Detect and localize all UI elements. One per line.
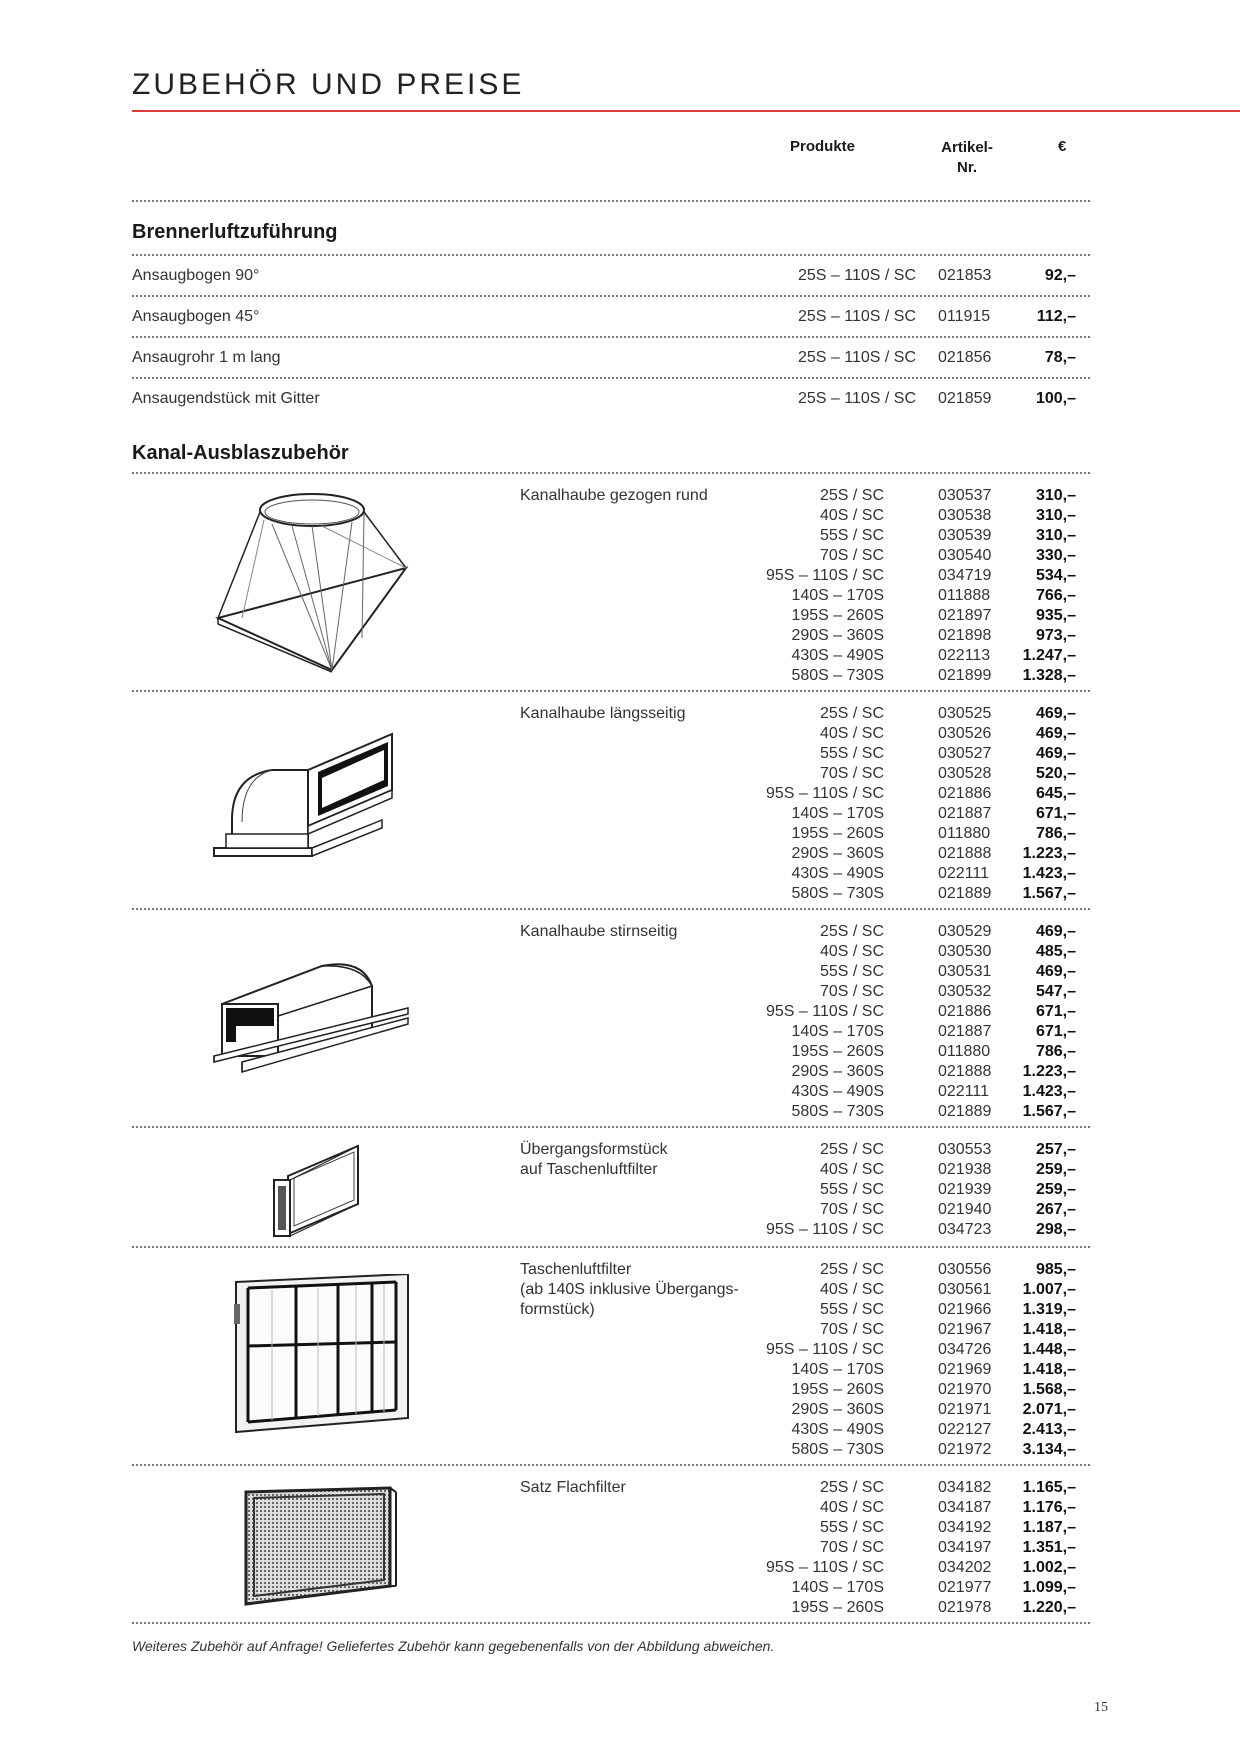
product-group-name: Kanalhaube längsseitig: [520, 705, 686, 722]
product-group-side-hood: [132, 692, 1090, 908]
table-row: [782, 1042, 1090, 1062]
article-number: 021856: [938, 349, 992, 366]
transition-piece-drawing-icon: [270, 1142, 370, 1240]
product-range: 195S – 260S: [791, 1381, 884, 1398]
price: 1.099,–: [1022, 1579, 1076, 1596]
table-row: [782, 626, 1090, 646]
price: 112,–: [1036, 308, 1076, 325]
price: 485,–: [1035, 943, 1076, 960]
product-range: 95S – 110S / SC: [766, 1003, 884, 1020]
article-number: 021886: [938, 1003, 992, 1020]
product-range: 70S / SC: [819, 983, 884, 1000]
product-rows: [766, 1140, 1090, 1240]
product-group-name: Satz Flachfilter: [520, 1479, 626, 1496]
product-group-flat-filter: [132, 1466, 1090, 1622]
price: 310,–: [1035, 527, 1076, 544]
price: 1.351,–: [1022, 1539, 1076, 1556]
price: 766,–: [1035, 587, 1076, 604]
page-title: ZUBEHÖR UND PREISE: [132, 68, 525, 101]
product-range: 580S – 730S: [791, 1103, 884, 1120]
table-row: [782, 1518, 1090, 1538]
price: 1.567,–: [1022, 1103, 1076, 1120]
table-row: [782, 1598, 1090, 1618]
table-row: [782, 1440, 1090, 1460]
article-number: 030531: [938, 963, 992, 980]
product-range: 290S – 360S: [791, 845, 884, 862]
table-row: [782, 744, 1090, 764]
article-number: 030525: [938, 705, 992, 722]
table-row: [782, 486, 1090, 506]
table-row: [782, 1082, 1090, 1102]
product-range: 95S – 110S / SC: [766, 1341, 884, 1358]
product-range: 95S – 110S / SC: [766, 1559, 884, 1576]
table-row: [132, 338, 1090, 377]
price: 985,–: [1035, 1261, 1076, 1278]
product-range: 70S / SC: [819, 1539, 884, 1556]
price: 534,–: [1035, 567, 1076, 584]
product-group-bag-filter: [132, 1248, 1090, 1464]
column-article-line1: Artikel-: [941, 139, 993, 156]
article-number: 034192: [938, 1519, 992, 1536]
price: 671,–: [1035, 1023, 1076, 1040]
front-duct-hood-drawing-icon: [212, 946, 412, 1076]
price: 469,–: [1035, 725, 1076, 742]
price: 1.187,–: [1022, 1519, 1076, 1536]
table-row: [782, 506, 1090, 526]
price: 1.165,–: [1022, 1479, 1076, 1496]
article-number: 030539: [938, 527, 992, 544]
product-range: 25S – 110S / SC: [798, 267, 916, 284]
article-number: 030553: [938, 1141, 992, 1158]
table-row: [782, 1200, 1090, 1220]
product-range: 140S – 170S: [791, 1023, 884, 1040]
article-number: 021966: [938, 1301, 992, 1318]
price: 547,–: [1035, 983, 1076, 1000]
article-number: 034202: [938, 1559, 992, 1576]
article-number: 030540: [938, 547, 992, 564]
product-range: 40S / SC: [819, 1281, 884, 1298]
round-duct-hood-drawing-icon: [212, 488, 412, 673]
product-range: 40S / SC: [819, 507, 884, 524]
product-range: 25S / SC: [819, 923, 884, 940]
price: 1.002,–: [1022, 1559, 1076, 1576]
article-number: 030538: [938, 507, 992, 524]
article-number: 021969: [938, 1361, 992, 1378]
product-range: 140S – 170S: [791, 587, 884, 604]
product-range: 290S – 360S: [791, 1063, 884, 1080]
product-range: 290S – 360S: [791, 627, 884, 644]
table-row: [782, 884, 1090, 904]
divider: [132, 1622, 1090, 1624]
article-number: 021970: [938, 1381, 992, 1398]
product-range: 430S – 490S: [791, 865, 884, 882]
product-range: 40S / SC: [819, 1161, 884, 1178]
article-number: 034187: [938, 1499, 992, 1516]
item-name: Ansaugbogen 90°: [132, 267, 260, 284]
article-number: 030537: [938, 487, 992, 504]
article-number: 022127: [938, 1421, 992, 1438]
table-row: [782, 1160, 1090, 1180]
article-number: 030556: [938, 1261, 992, 1278]
table-row: [782, 1140, 1090, 1160]
simple-rows: [132, 256, 1090, 418]
column-products: Produkte: [790, 138, 856, 155]
price: 1.423,–: [1022, 1083, 1076, 1100]
product-range: 70S / SC: [819, 547, 884, 564]
price: 2.413,–: [1022, 1421, 1076, 1438]
flat-filter-drawing-icon: [240, 1486, 400, 1606]
product-range: 25S – 110S / SC: [798, 308, 916, 325]
price: 2.071,–: [1022, 1401, 1076, 1418]
article-number: 034182: [938, 1479, 992, 1496]
side-duct-hood-drawing-icon: [212, 730, 412, 870]
article-number: 011880: [938, 1043, 991, 1060]
product-range: 195S – 260S: [791, 1043, 884, 1060]
article-number: 030530: [938, 943, 992, 960]
price: 1.247,–: [1022, 647, 1076, 664]
product-range: 55S / SC: [819, 1301, 884, 1318]
article-number: 011915: [938, 308, 991, 325]
table-row: [766, 1002, 1090, 1022]
price: 1.328,–: [1022, 667, 1076, 684]
price: 1.223,–: [1022, 845, 1076, 862]
price: 92,–: [1044, 267, 1076, 284]
article-number: 030532: [938, 983, 992, 1000]
table-row: [132, 297, 1090, 336]
price: 259,–: [1035, 1161, 1076, 1178]
table-row: [782, 1498, 1090, 1518]
article-number: 011880: [938, 825, 991, 842]
column-headers: [132, 138, 1090, 200]
product-group-transition-piece: [132, 1128, 1090, 1246]
price: 973,–: [1035, 627, 1076, 644]
price: 267,–: [1035, 1201, 1076, 1218]
price: 1.223,–: [1022, 1063, 1076, 1080]
table-row: [782, 666, 1090, 686]
price: 1.007,–: [1022, 1281, 1076, 1298]
table-row: [782, 1280, 1090, 1300]
price: 78,–: [1044, 349, 1076, 366]
product-range: 430S – 490S: [791, 647, 884, 664]
product-range: 290S – 360S: [791, 1401, 884, 1418]
price: 1.319,–: [1022, 1301, 1076, 1318]
price: 100,–: [1035, 390, 1076, 407]
article-number: 030528: [938, 765, 992, 782]
table-row: [782, 764, 1090, 784]
product-range: 55S / SC: [819, 527, 884, 544]
price: 520,–: [1035, 765, 1076, 782]
article-number: 034723: [938, 1221, 992, 1238]
table-row: [766, 1340, 1090, 1360]
article-number: 021971: [938, 1401, 992, 1418]
table-row: [782, 1300, 1090, 1320]
article-number: 021967: [938, 1321, 992, 1338]
price: 310,–: [1035, 507, 1076, 524]
price: 671,–: [1035, 1003, 1076, 1020]
article-number: 021972: [938, 1441, 992, 1458]
article-number: 022113: [938, 647, 991, 664]
price: 469,–: [1035, 923, 1076, 940]
product-rows: [766, 704, 1090, 904]
table-row: [782, 1180, 1090, 1200]
product-range: 25S / SC: [819, 487, 884, 504]
price: 469,–: [1035, 745, 1076, 762]
price: 1.418,–: [1022, 1361, 1076, 1378]
product-range: 25S – 110S / SC: [798, 390, 916, 407]
product-range: 40S / SC: [819, 725, 884, 742]
table-row: [782, 526, 1090, 546]
product-range: 95S – 110S / SC: [766, 1221, 884, 1238]
section-title: Brennerluftzuführung: [132, 221, 338, 243]
product-group-name: Kanalhaube stirnseitig: [520, 923, 678, 940]
item-name: Ansaugrohr 1 m lang: [132, 349, 281, 366]
table-row: [782, 546, 1090, 566]
price: 645,–: [1035, 785, 1076, 802]
price: 310,–: [1035, 487, 1076, 504]
table-row: [782, 1578, 1090, 1598]
article-number: 034726: [938, 1341, 992, 1358]
product-rows: [766, 486, 1090, 686]
product-rows: [766, 1260, 1090, 1460]
product-range: 70S / SC: [819, 1321, 884, 1338]
table-row: [782, 1420, 1090, 1440]
column-article-number: [932, 138, 1002, 178]
article-number: 021940: [938, 1201, 992, 1218]
table-row: [782, 724, 1090, 744]
article-number: 022111: [938, 865, 990, 882]
table-row: [782, 704, 1090, 724]
article-number: 034197: [938, 1539, 992, 1556]
table-row: [782, 1380, 1090, 1400]
product-range: 55S / SC: [819, 1519, 884, 1536]
table-row: [782, 1022, 1090, 1042]
product-range: 95S – 110S / SC: [766, 785, 884, 802]
article-number: 030529: [938, 923, 992, 940]
product-range: 70S / SC: [819, 1201, 884, 1218]
article-number: 021939: [938, 1181, 992, 1198]
article-number: 021889: [938, 885, 992, 902]
table-row: [782, 586, 1090, 606]
article-number: 034719: [938, 567, 992, 584]
table-row: [782, 864, 1090, 884]
table-row: [782, 1400, 1090, 1420]
product-group-front-hood: [132, 910, 1090, 1126]
price: 786,–: [1035, 825, 1076, 842]
product-range: 430S – 490S: [791, 1421, 884, 1438]
price: 1.418,–: [1022, 1321, 1076, 1338]
price: 259,–: [1035, 1181, 1076, 1198]
table-row: [782, 1360, 1090, 1380]
table-row: [132, 379, 1090, 418]
title-rule: [132, 110, 1240, 112]
article-number: 030526: [938, 725, 992, 742]
item-name: Ansaugendstück mit Gitter: [132, 390, 320, 407]
article-number: 021889: [938, 1103, 992, 1120]
table-row: [782, 942, 1090, 962]
product-range: 580S – 730S: [791, 667, 884, 684]
product-range: 25S / SC: [819, 705, 884, 722]
price: 1.448,–: [1022, 1341, 1076, 1358]
table-row: [782, 844, 1090, 864]
product-range: 140S – 170S: [791, 1361, 884, 1378]
table-row: [782, 1478, 1090, 1498]
table-row: [782, 1260, 1090, 1280]
price: 298,–: [1035, 1221, 1076, 1238]
price: 1.423,–: [1022, 865, 1076, 882]
product-range: 70S / SC: [819, 765, 884, 782]
article-number: 021859: [938, 390, 992, 407]
column-article-line2: Nr.: [956, 159, 977, 176]
product-range: 430S – 490S: [791, 1083, 884, 1100]
product-range: 580S – 730S: [791, 885, 884, 902]
product-group-name: Übergangsformstück auf Taschenluftfilter: [520, 1141, 668, 1178]
article-number: 021886: [938, 785, 992, 802]
product-range: 580S – 730S: [791, 1441, 884, 1458]
article-number: 011888: [938, 587, 991, 604]
article-number: 021887: [938, 1023, 992, 1040]
product-range: 140S – 170S: [791, 805, 884, 822]
product-range: 25S – 110S / SC: [798, 349, 916, 366]
price: 786,–: [1035, 1043, 1076, 1060]
product-range: 40S / SC: [819, 943, 884, 960]
product-range: 195S – 260S: [791, 1599, 884, 1616]
table-row: [766, 1220, 1090, 1240]
product-rows: [766, 922, 1090, 1122]
price: 3.134,–: [1022, 1441, 1076, 1458]
product-range: 95S – 110S / SC: [766, 567, 884, 584]
product-group-name: Kanalhaube gezogen rund: [520, 487, 708, 504]
table-row: [782, 606, 1090, 626]
article-number: 030527: [938, 745, 992, 762]
product-group-round-hood: [132, 474, 1090, 690]
table-row: [782, 1320, 1090, 1340]
product-range: 55S / SC: [819, 1181, 884, 1198]
article-number: 021887: [938, 805, 992, 822]
table-row: [782, 1538, 1090, 1558]
product-range: 55S / SC: [819, 745, 884, 762]
page-number: 15: [1094, 1700, 1108, 1715]
table-row: [782, 646, 1090, 666]
article-number: 021853: [938, 267, 992, 284]
table-row: [766, 784, 1090, 804]
product-range: 25S / SC: [819, 1261, 884, 1278]
product-rows: [766, 1478, 1090, 1618]
table-row: [782, 962, 1090, 982]
article-number: 021978: [938, 1599, 992, 1616]
article-number: 021899: [938, 667, 992, 684]
table-row: [782, 824, 1090, 844]
product-range: 55S / SC: [819, 963, 884, 980]
price: 469,–: [1035, 705, 1076, 722]
price: 469,–: [1035, 963, 1076, 980]
article-number: 021888: [938, 845, 992, 862]
table-row: [782, 804, 1090, 824]
section-title: Kanal-Ausblaszubehör: [132, 442, 349, 464]
table-row: [766, 566, 1090, 586]
bag-filter-drawing-icon: [232, 1274, 412, 1434]
product-range: 140S – 170S: [791, 1579, 884, 1596]
column-currency: €: [1058, 138, 1067, 155]
price-list: [132, 130, 1090, 1624]
article-number: 021888: [938, 1063, 992, 1080]
table-row: [766, 1558, 1090, 1578]
price: 1.176,–: [1022, 1499, 1076, 1516]
price: 1.220,–: [1022, 1599, 1076, 1616]
product-range: 195S – 260S: [791, 607, 884, 624]
table-row: [782, 1102, 1090, 1122]
article-number: 030561: [938, 1281, 992, 1298]
price: 257,–: [1035, 1141, 1076, 1158]
price: 1.567,–: [1022, 885, 1076, 902]
product-range: 25S / SC: [819, 1479, 884, 1496]
item-name: Ansaugbogen 45°: [132, 308, 260, 325]
article-number: 021898: [938, 627, 992, 644]
article-number: 022111: [938, 1083, 990, 1100]
footnote: Weiteres Zubehör auf Anfrage! Geliefertes Zubehör kann gegebenenfalls von der Abbildung abweichen.: [132, 1638, 775, 1654]
article-number: 021897: [938, 607, 992, 624]
product-range: 40S / SC: [819, 1499, 884, 1516]
table-row: [782, 982, 1090, 1002]
article-number: 021938: [938, 1161, 992, 1178]
product-group-name: Taschenluftfilter (ab 140S inklusive Übergangs- formstück): [520, 1261, 739, 1318]
price: 1.568,–: [1022, 1381, 1076, 1398]
price: 330,–: [1035, 547, 1076, 564]
article-number: 021977: [938, 1579, 992, 1596]
product-range: 25S / SC: [819, 1141, 884, 1158]
price: 935,–: [1035, 607, 1076, 624]
table-row: [132, 256, 1090, 295]
table-row: [782, 922, 1090, 942]
table-row: [782, 1062, 1090, 1082]
product-range: 195S – 260S: [791, 825, 884, 842]
price: 671,–: [1035, 805, 1076, 822]
